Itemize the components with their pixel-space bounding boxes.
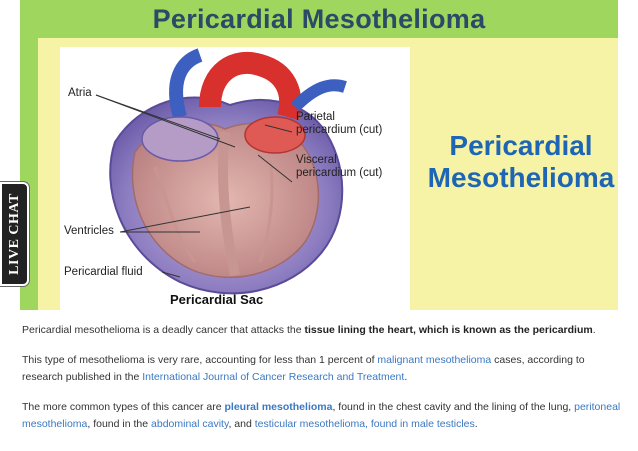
link-abdominal-cavity[interactable]: abdominal cavity [151, 418, 229, 430]
link-testicular-mesothelioma[interactable]: testicular mesothelioma, found in male testicles [254, 418, 475, 430]
side-title-line2: Mesothelioma [427, 162, 615, 193]
paragraph-2 [22, 352, 622, 386]
p1-text-end: . [592, 324, 596, 336]
article-body [22, 322, 622, 446]
p2-text-mid: cases, according to research published in the [22, 354, 585, 383]
paragraph-3 [22, 399, 622, 433]
hero-image [20, 0, 618, 310]
link-pleural-mesothelioma[interactable]: pleural mesothelioma [224, 401, 333, 413]
p3-text: The more common types of this cancer are [22, 401, 225, 413]
p1-bold: tissue lining the heart, which is known as the pericardium [304, 324, 593, 336]
p2-text: This type of mesothelioma is very rare, accounting for less than 1 percent of [22, 354, 378, 366]
p3-text-2: , found in the chest cavity and the lining of the lung, [332, 401, 575, 413]
banner [20, 0, 618, 38]
link-peritoneal-mesothelioma[interactable]: peritoneal mesothelioma [22, 401, 621, 430]
hero-panel [38, 38, 618, 310]
p3-text-3: , found in the [87, 418, 152, 430]
side-title [426, 130, 616, 194]
side-title-line1: Pericardial [449, 130, 593, 161]
label-visceral-2: pericardium (cut) [296, 167, 383, 179]
banner-title: Pericardial Mesothelioma [152, 3, 486, 34]
label-atria: Atria [68, 87, 92, 99]
live-chat-button[interactable] [0, 182, 29, 286]
link-malignant-mesothelioma[interactable]: malignant mesothelioma [377, 354, 492, 366]
live-chat-label: LIVE CHAT [6, 193, 22, 275]
label-ventricles: Ventricles [64, 225, 114, 237]
label-parietal-1: Parietal [296, 111, 335, 123]
p1-text: Pericardial mesothelioma is a deadly cancer that attacks the [22, 324, 305, 336]
paragraph-1 [22, 322, 622, 339]
label-visceral-1: Visceral [296, 154, 337, 166]
p3-text-end: . [474, 418, 478, 430]
diagram-caption: Pericardial Sac [170, 292, 264, 307]
label-pericardial-fluid: Pericardial fluid [64, 266, 143, 278]
link-journal[interactable]: International Journal of Cancer Research and Treatment [142, 371, 405, 383]
p2-text-end: . [404, 371, 408, 383]
label-parietal-2: pericardium (cut) [296, 124, 383, 136]
p3-text-4: , and [228, 418, 255, 430]
heart-diagram [60, 47, 410, 310]
